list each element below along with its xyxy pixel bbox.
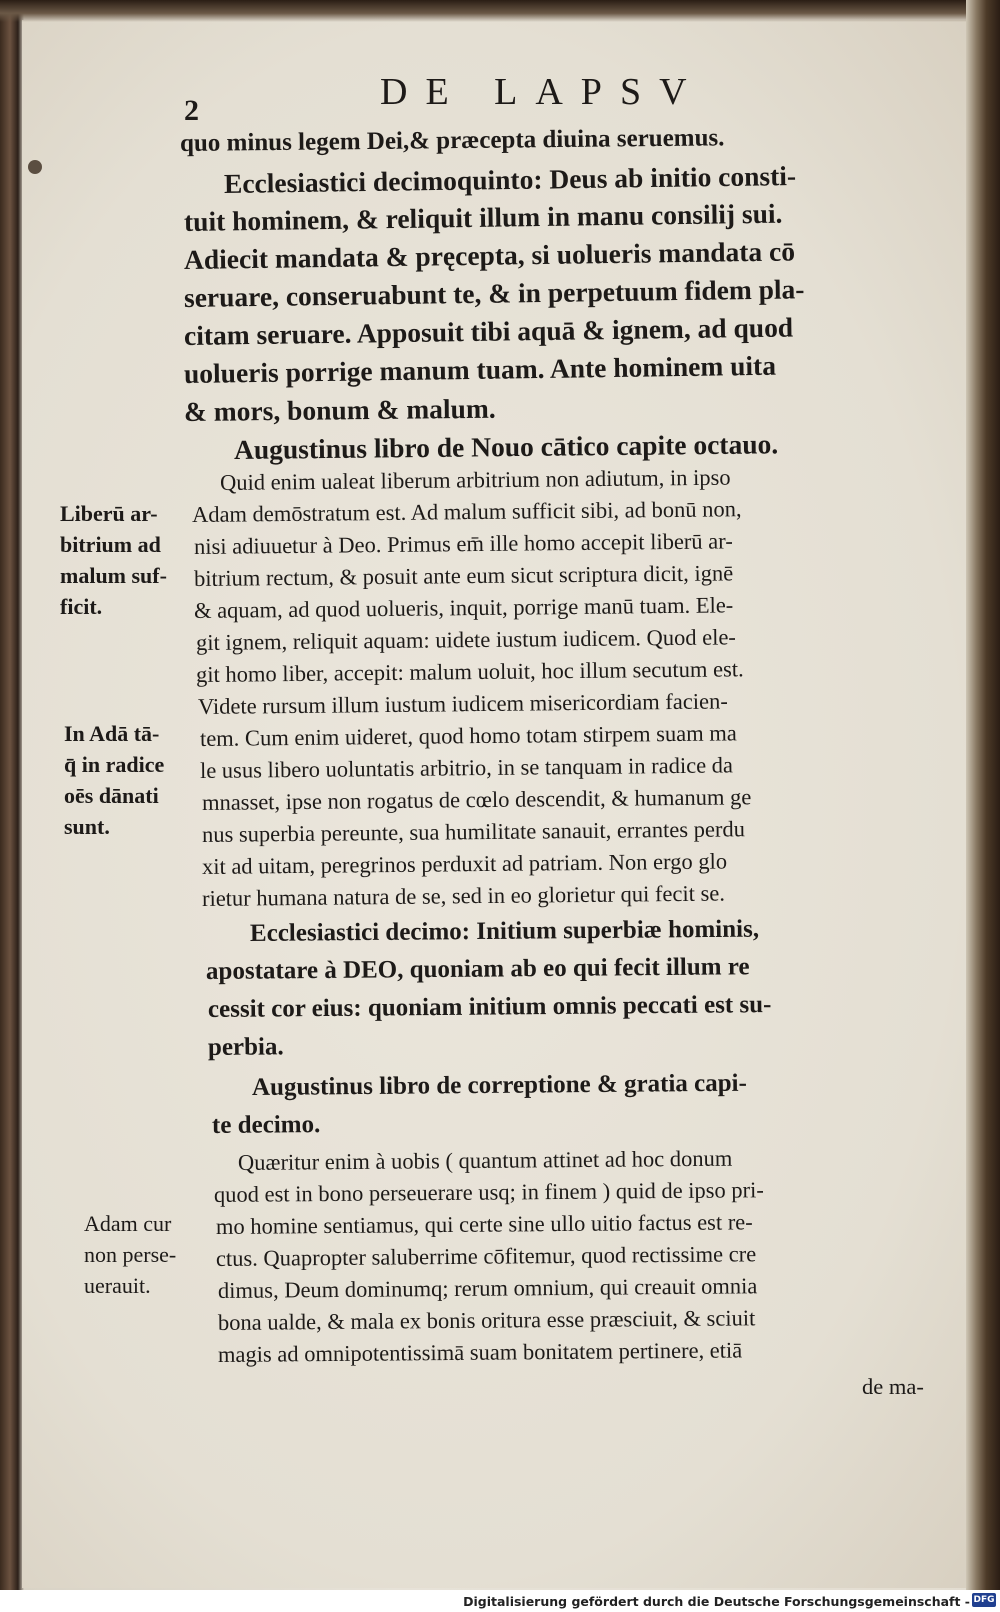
text-line: Ecclesiastici decimoquinto: Deus ab initio consti- (223, 160, 797, 199)
marginal-note-line: Liberū ar- (60, 501, 158, 526)
marginal-note-line: oēs dānati (64, 783, 159, 808)
digitization-credit: Digitalisierung gefördert durch die Deutsche Forschungsgemeinschaft - (463, 1594, 970, 1609)
marginal-note-line: malum suf- (60, 563, 167, 588)
running-title: DE LAPSV (380, 71, 705, 113)
text-line: tuit hominem, & reliquit illum in manu consilij sui. (183, 197, 783, 237)
text-line: rietur humana natura de se, sed in eo glorietur qui fecit se. (201, 880, 726, 911)
page-number: 2 (184, 94, 199, 127)
text-line: perbia. (207, 1033, 284, 1061)
main-text-block (162, 0, 962, 1590)
text-line: xit ad uitam, peregrinos perduxit ad patriam. Non ergo glo (201, 848, 728, 879)
ink-spot (28, 160, 42, 174)
text-line: apostatare à DEO, quoniam ab eo qui fecit illum re (205, 953, 750, 985)
marginal-note-line: non perse- (84, 1242, 177, 1267)
text-line: ctus. Quapropter saluberrime cōfitemur, quod rectissime cre (215, 1241, 757, 1271)
marginal-note-line: In Adā tā- (64, 721, 160, 746)
text-line: & aquam, ad quod uolueris, inquit, porrige manū tuam. Ele- (193, 592, 734, 623)
text-line: git homo liber, accepit: malum uoluit, hoc illum secutum est. (195, 656, 744, 687)
text-line: cessit cor eius: quoniam initium omnis peccati est su- (207, 991, 772, 1023)
text-line: Augustinus libro de correptione & gratia capi- (251, 1069, 748, 1101)
text-line: Quæritur enim à uobis ( quantum attinet ad hoc donum (237, 1145, 733, 1175)
text-line: seruare, conseruabunt te, & in perpetuum fidem pla- (183, 273, 805, 313)
marginal-note-line: bitrium ad (60, 532, 161, 557)
text-line: le usus libero uoluntatis arbitrio, in se tanquam in radice da (199, 752, 734, 783)
text-line: citam seruare. Apposuit tibi aquā & ignem, ad quod (183, 311, 794, 351)
text-line: nus superbia pereunte, sua humilitate sanauit, errantes perdu (201, 816, 746, 847)
marginal-note-line: q̄ in radice (64, 752, 165, 777)
marginal-note-line: uerauit. (84, 1273, 151, 1298)
book-spine-edge (966, 0, 1000, 1590)
text-line: git ignem, reliquit aquam: uidete iustum iudicem. Quod ele- (195, 624, 736, 655)
text-line: bona ualde, & mala ex bonis oritura esse præsciuit, & sciuit (217, 1305, 756, 1335)
text-line: mo homine sentiamus, qui certe sine ullo uitio factus est re- (215, 1209, 753, 1239)
marginal-note-line: ficit. (60, 594, 103, 619)
text-line: de ma- (862, 1374, 924, 1399)
text-line: Ecclesiastici decimo: Initium superbiæ hominis, (249, 915, 760, 947)
text-line: & mors, bonum & malum. (183, 392, 496, 427)
marginal-note (60, 498, 167, 622)
marginal-note-line: Adam cur (84, 1211, 172, 1236)
text-line: Videte rursum illum iustum iudicem misericordiam facien- (197, 688, 728, 719)
dfg-logo-icon: DFG (973, 1595, 995, 1605)
text-line: quo minus legem Dei,& præcepta diuina seruemus. (179, 124, 725, 157)
text-line: tem. Cum enim uideret, quod homo totam stirpem suam ma (199, 720, 737, 751)
text-line: uolueris porrige manum tuam. Ante hominem uita (183, 349, 777, 389)
marginal-note (84, 1208, 176, 1301)
text-line: Quid enim ualeat liberum arbitrium non adiutum, in ipso (219, 464, 731, 495)
text-line: Adam demōstratum est. Ad malum sufficit sibi, ad bonū non, (191, 496, 742, 527)
marginal-note-line: sunt. (64, 814, 110, 839)
text-line: magis ad omnipotentissimā suam bonitatem pertinere, etiā (217, 1337, 743, 1367)
text-line: Augustinus libro de Nouo cātico capite octauo. (233, 428, 779, 465)
text-line: mnasset, ipse non rogatus de cœlo descendit, & humanum ge (201, 784, 752, 815)
text-line: bitrium rectum, & posuit ante eum sicut scriptura dicit, ignē (193, 560, 734, 591)
text-line: nisi adiuuetur à Deo. Primus em̄ ille homo accepit liberū ar- (193, 528, 733, 559)
text-line: quod est in bono perseuerare usq; in finem ) quid de ipso pri- (213, 1177, 764, 1207)
text-line: te decimo. (211, 1111, 321, 1139)
marginal-note (64, 718, 164, 842)
text-line: Adiecit mandata & pręcepta, si uolueris mandata cō (183, 235, 796, 275)
text-line: dimus, Deum dominumq; rerum omnium, qui creauit omnia (217, 1273, 758, 1303)
